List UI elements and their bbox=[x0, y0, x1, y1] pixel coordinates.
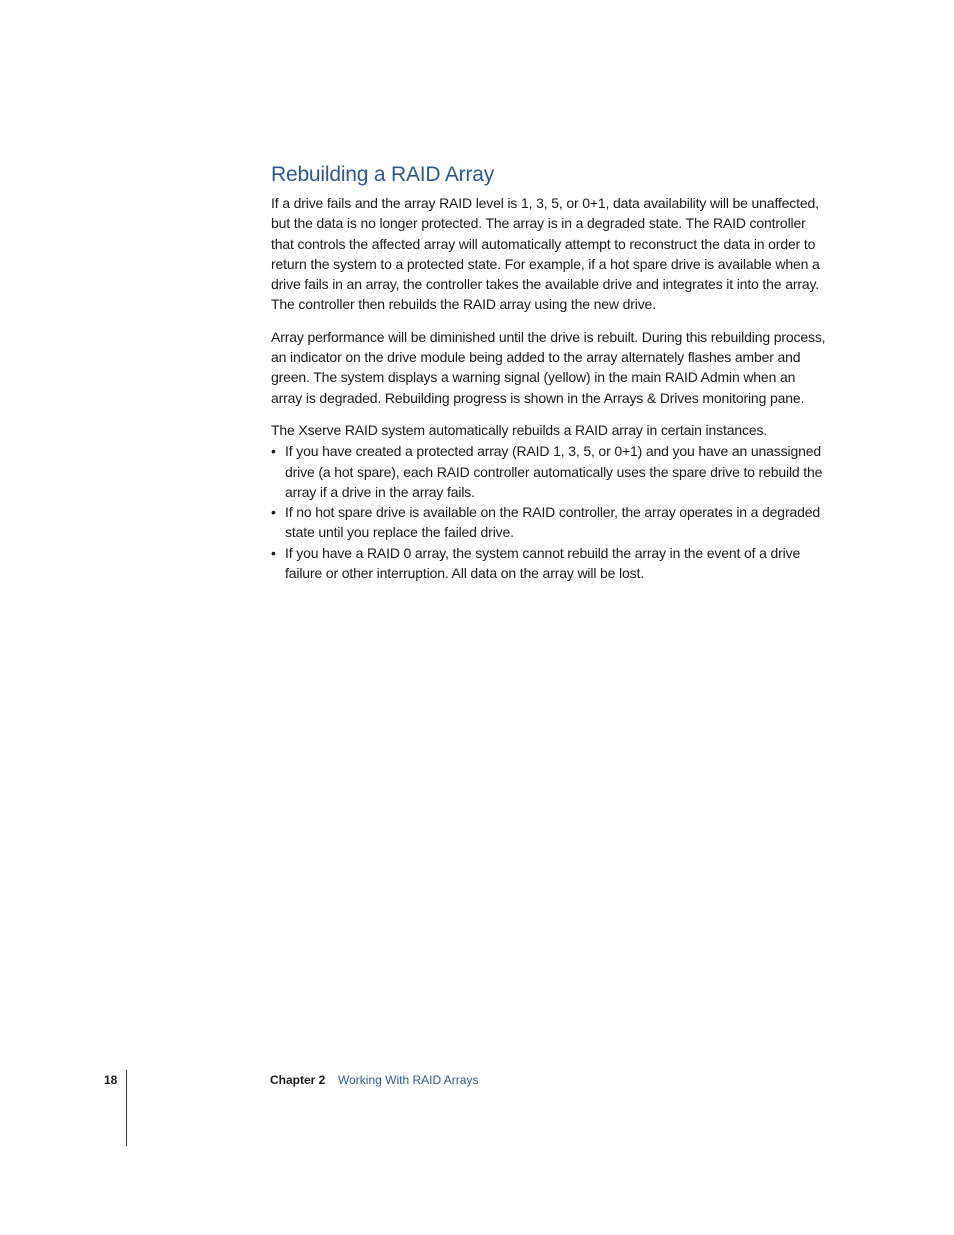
rebuild-bullet-list bbox=[271, 441, 827, 583]
chapter-title: Working With RAID Arrays bbox=[338, 1073, 479, 1087]
list-item-text: If no hot spare drive is available on the RAID controller, the array operates in a degraded state until you replace the failed drive. bbox=[285, 504, 821, 541]
list-item-text: If you have a RAID 0 array, the system cannot rebuild the array in the event of a drive failure or other interruption. All data on the array will be lost. bbox=[285, 544, 801, 582]
page-content bbox=[271, 161, 827, 583]
paragraph-auto-rebuild: The Xserve RAID system automatically rebuilds a RAID array in certain instances. bbox=[271, 421, 768, 438]
chapter-label: Chapter 2 bbox=[270, 1073, 326, 1087]
paragraph-performance: Array performance will be diminished until the drive is rebuilt. During this rebuilding process, an indicator on the drive module being added to the array alternately flashes amber and green. The system displays a warning signal (yellow) in the main RAID Admin when an array is degraded. Rebuilding progress is shown in the Arrays & Drives monitoring pane. bbox=[271, 328, 826, 406]
list-item bbox=[271, 502, 827, 543]
bullet-icon: • bbox=[271, 443, 276, 460]
page-footer bbox=[0, 1070, 954, 1150]
section-title: Rebuilding a RAID Array bbox=[271, 163, 495, 186]
paragraph-drive-failure: If a drive fails and the array RAID level is 1, 3, 5, or 0+1, data availability will be unaffected, but the data is no longer protected. The array is in a degraded state. The RAID controller that controls the affected array will automatically attempt to reconstruct the data in order to return the system to a protected state. For example, if a hot spare drive is available when a drive fails in an array, the controller takes the available drive and integrates it into the array. The controller then rebuilds the RAID array using the new drive. bbox=[271, 195, 820, 313]
list-item bbox=[271, 543, 827, 584]
bullet-icon: • bbox=[271, 504, 276, 521]
footer-divider bbox=[126, 1070, 127, 1146]
bullet-icon: • bbox=[271, 544, 276, 561]
list-item bbox=[271, 441, 827, 502]
list-item-text: If you have created a protected array (RAID 1, 3, 5, or 0+1) and you have an unassigned drive (a hot spare), each RAID controller automatically uses the spare drive to rebuild the array if a drive in the array fails. bbox=[285, 443, 823, 500]
page-number: 18 bbox=[104, 1073, 118, 1087]
